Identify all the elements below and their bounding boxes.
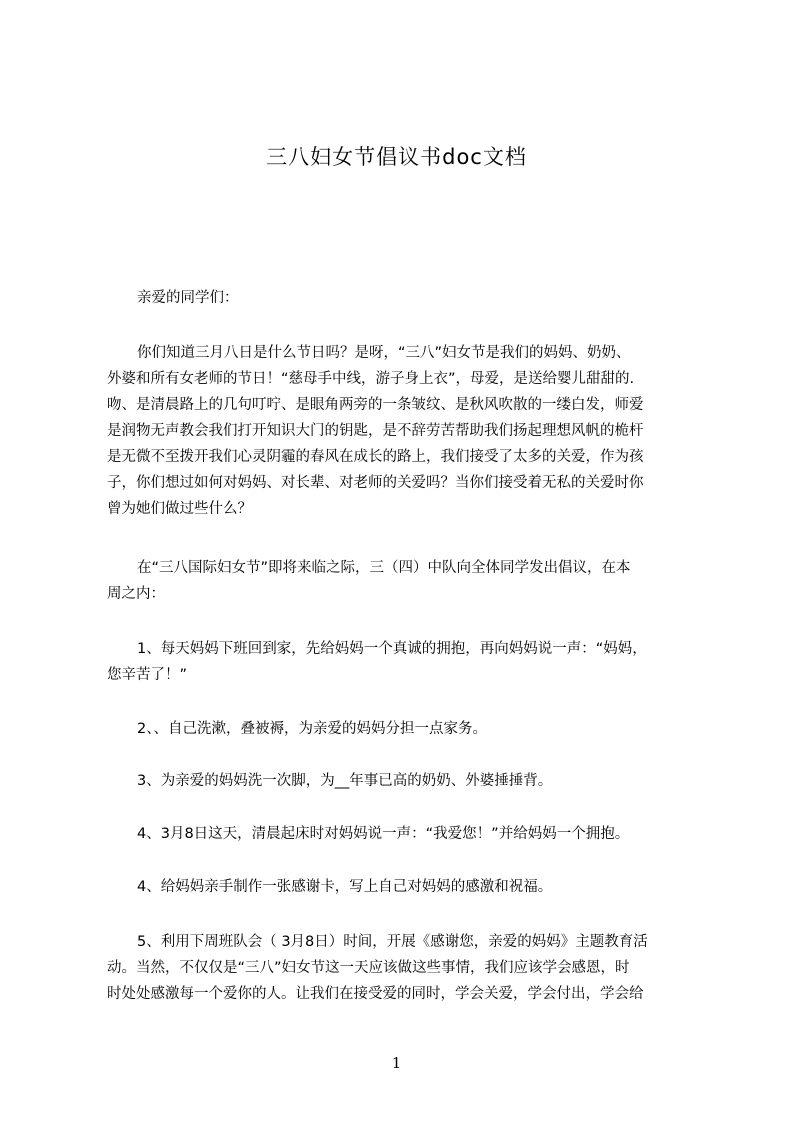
paragraph-line: 动。当然，不仅仅是“三八”妇女节这一天应该做这些事情，我们应该学会感恩，时 <box>107 960 630 976</box>
paragraph-line: 你们知道三月八日是什么节日吗？是呀，“三八”妇女节是我们的妈妈、奶奶、 <box>137 345 631 361</box>
paragraph-line: 周之内： <box>107 586 165 602</box>
paragraph-line: 子，你们想过如何对妈妈、对长辈、对老师的关爱吗？当你们接受着无私的关爱时你 <box>107 475 644 491</box>
paragraph-line: 您辛苦了！” <box>107 667 188 683</box>
paragraph-line: 时处处感激每一个爱你的人。让我们在接受爱的同时，学会关爱，学会付出，学会给 <box>107 986 644 1002</box>
paragraph-line: 是无微不至拨开我们心灵阴霾的春风在成长的路上，我们接受了太多的关爱，作为孩 <box>107 449 644 465</box>
paragraph-line: 曾为她们做过些什么？ <box>107 501 252 517</box>
page-number: 1 <box>391 1054 402 1072</box>
paragraph-line: 4、给妈妈亲手制作一张感谢卡，写上自己对妈妈的感激和祝福。 <box>137 879 553 895</box>
item-2 <box>107 716 695 742</box>
paragraph-line: 4、3月8日这天，清晨起床时对妈妈说一声：“我爱您！”并给妈妈一个拥抱。 <box>137 826 630 842</box>
proposal-paragraph <box>107 555 695 607</box>
item-4b <box>107 874 695 900</box>
paragraph-line: 外婆和所有女老师的节日！“慈母手中线，游子身上衣”，母爱，是送给婴儿甜甜的. <box>107 371 635 387</box>
item-5 <box>107 929 695 1007</box>
paragraph-line: 5、利用下周班队会（ 3月8日）时间，开展《感谢您，亲爱的妈妈》主题教育活 <box>137 934 648 950</box>
item-1 <box>107 636 695 688</box>
paragraph-line: 吻、是清晨路上的几句叮咛、是眼角两旁的一条皱纹、是秋风吹散的一缕白发，师爱 <box>107 397 644 413</box>
greeting-paragraph <box>107 285 695 311</box>
intro-paragraph <box>107 340 695 522</box>
paragraph-line: 1、每天妈妈下班回到家，先给妈妈一个真诚的拥抱，再向妈妈说一声：“妈妈， <box>137 641 647 657</box>
item-4a <box>107 821 695 847</box>
paragraph-line: 3、为亲爱的妈妈洗一次脚，为__年事已高的奶奶、外婆捶捶背。 <box>137 773 553 789</box>
paragraph-line: 在“三八国际妇女节”即将来临之际，三（四）中队向全体同学发出倡议，在本 <box>137 560 631 576</box>
greeting-text: 亲爱的同学们： <box>137 290 239 306</box>
item-3 <box>107 768 695 794</box>
document-title: 三八妇女节倡议书doc文档 <box>266 145 527 169</box>
paragraph-line: 是润物无声教会我们打开知识大门的钥匙，是不辞劳苦帮助我们扬起理想风帆的桅杆 <box>107 423 644 439</box>
paragraph-line: 2、、自己洗漱，叠被褥，为亲爱的妈妈分担一点家务。 <box>137 721 487 737</box>
